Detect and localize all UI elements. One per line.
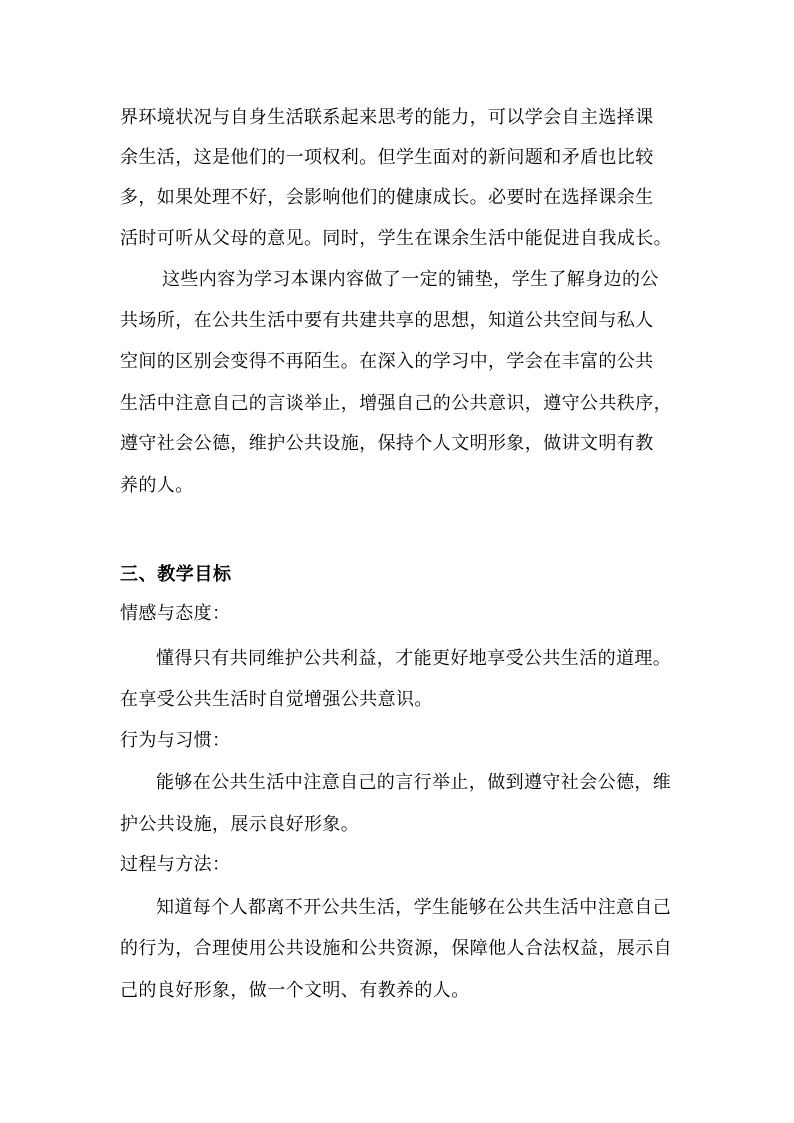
paragraph-2-line-2: 共场所，在公共生活中要有共建共享的思想，知道公共空间与私人 [120,310,654,331]
label-behavior-habits: 行为与习惯： [120,730,231,751]
emotion-line-1: 懂得只有共同维护公共利益，才能更好地享受公共生活的道理。 [156,648,672,669]
paragraph-1-line-4: 活时可听从父母的意见。同时，学生在课余生活中能促进自我成长。 [120,228,672,249]
paragraph-2-line-1: 这些内容为学习本课内容做了一定的铺垫，学生了解身边的公 [162,269,659,290]
paragraph-2-line-4: 生活中注意自己的言谈举止，增强自己的公共意识，遵守公共秩序， [120,393,672,414]
paragraph-2-line-3: 空间的区别会变得不再陌生。在深入的学习中，学会在丰富的公共 [120,351,654,372]
paragraph-2-line-5: 遵守社会公德，维护公共设施，保持个人文明形象，做讲文明有教 [120,433,654,454]
paragraph-1-line-1: 界环境状况与自身生活联系起来思考的能力，可以学会自主选择课 [120,107,654,128]
section-heading-teaching-goals: 三、教学目标 [120,564,232,585]
paragraph-2-line-6: 养的人。 [120,475,194,496]
process-line-1: 知道每个人都离不开公共生活，学生能够在公共生活中注意自己 [156,897,672,918]
process-line-2: 的行为，合理使用公共设施和公共资源，保障他人合法权益，展示自 [120,938,672,959]
process-line-3: 己的良好形象，做一个文明、有教养的人。 [120,980,470,1001]
behavior-line-2: 护公共设施，展示良好形象。 [120,814,360,835]
label-process-method: 过程与方法： [120,854,231,875]
label-emotion-attitude: 情感与态度： [120,603,231,624]
emotion-line-2: 在享受公共生活时自觉增强公共意识。 [120,689,433,710]
paragraph-1-line-3: 多，如果处理不好，会影响他们的健康成长。必要时在选择课余生 [120,187,654,208]
paragraph-1-line-2: 余生活，这是他们的一项权利。但学生面对的新问题和矛盾也比较 [120,147,654,168]
behavior-line-1: 能够在公共生活中注意自己的言行举止，做到遵守社会公德，维 [156,772,672,793]
